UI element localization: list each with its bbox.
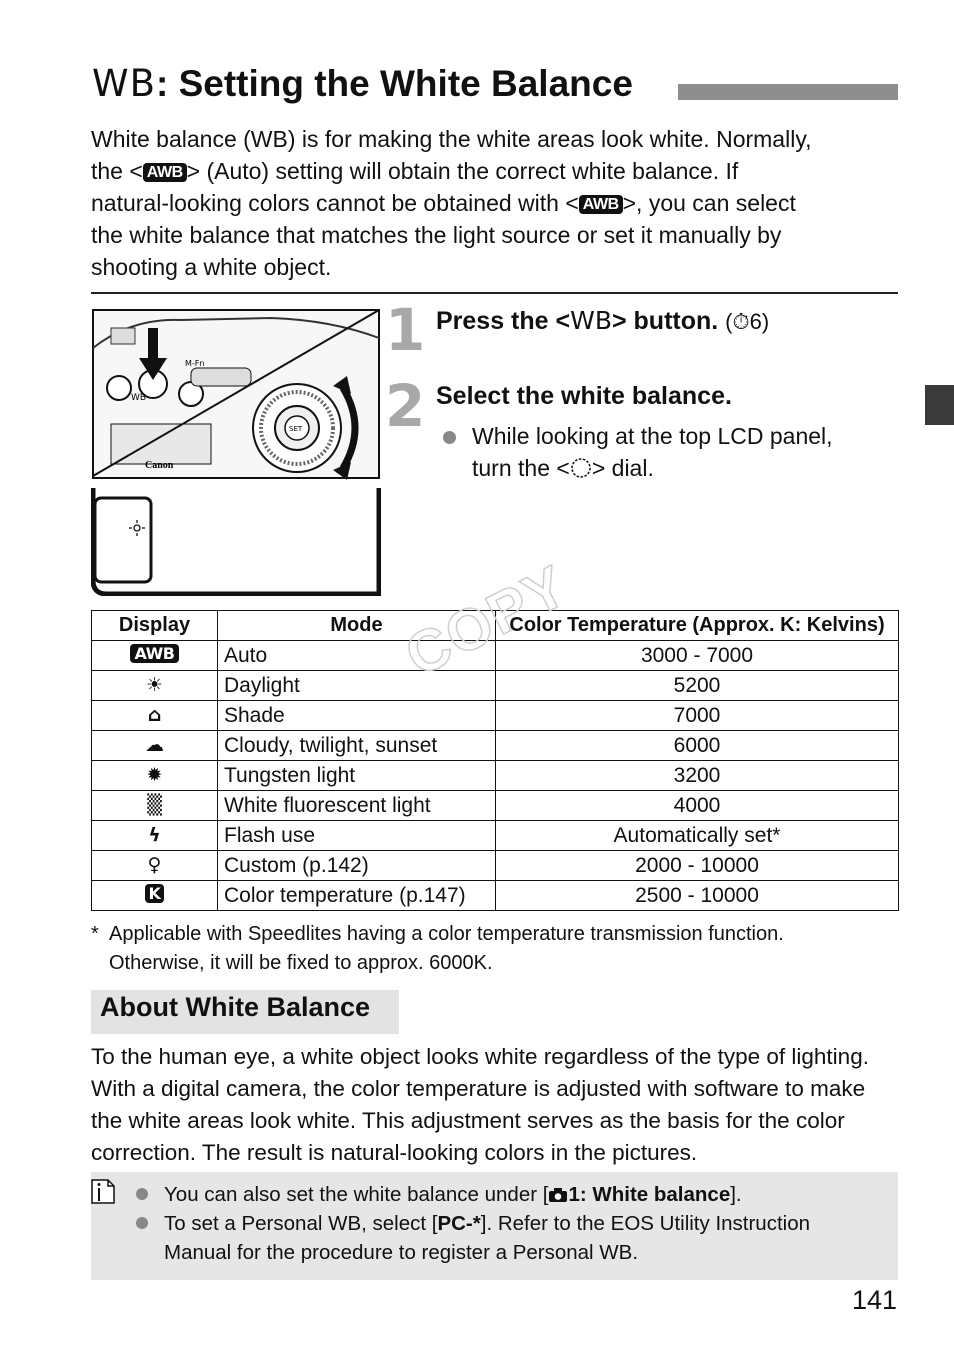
intro-line: shooting a white object.	[91, 254, 332, 280]
chapter-tab-marker	[925, 385, 954, 425]
table-footnote	[91, 920, 891, 978]
awb-icon: AWB	[130, 644, 178, 663]
temp-cell: 2000 - 10000	[496, 851, 899, 881]
kelvin-badge: K	[145, 884, 165, 903]
table-row	[92, 671, 899, 701]
tungsten-icon: ✹	[92, 761, 218, 791]
section-divider	[91, 292, 898, 294]
copy-watermark: COPY	[395, 552, 579, 689]
note-text: You can also set the white balance under [	[164, 1183, 549, 1206]
mode-cell: Cloudy, twilight, sunset	[218, 731, 496, 761]
about-paragraph	[91, 1041, 901, 1169]
note-menu-name: 1: White balance	[568, 1183, 731, 1206]
white-balance-table	[91, 610, 899, 911]
camera-brand: Canon	[145, 460, 174, 471]
shade-icon: ⌂	[92, 701, 218, 731]
step-2-instruction	[472, 420, 882, 484]
mode-cell: Daylight	[218, 671, 496, 701]
footnote-line: Applicable with Speedlites having a color temperature transmission function.	[109, 923, 784, 945]
camera-mfn-label: M-Fn	[185, 359, 205, 368]
notes-list	[136, 1180, 896, 1267]
temp-cell: 3200	[496, 761, 899, 791]
daylight-icon: ☀	[92, 671, 218, 701]
mode-cell: Shade	[218, 701, 496, 731]
table-row	[92, 791, 899, 821]
page-title	[92, 62, 633, 105]
color-temp-icon	[92, 881, 218, 911]
col-header-display: Display	[92, 611, 218, 641]
page-number: 141	[852, 1285, 898, 1315]
intro-text: > (Auto) setting will obtain the correct white balance. If	[186, 158, 739, 184]
temp-cell: 6000	[496, 731, 899, 761]
step-1-title	[436, 306, 769, 336]
table-row	[92, 821, 899, 851]
step-1-text: > button.	[611, 307, 719, 335]
wb-icon: WB	[570, 306, 612, 335]
table-row	[92, 851, 899, 881]
about-line: With a digital camera, the color temperature is adjusted with software to make	[91, 1076, 866, 1101]
about-line: To the human eye, a white object looks white regardless of the type of lighting.	[91, 1044, 869, 1069]
step-2-text: While looking at the top LCD panel,	[472, 423, 833, 449]
table-row	[92, 881, 899, 911]
note-setting-name: PC-*	[437, 1212, 481, 1235]
intro-paragraph	[91, 123, 901, 283]
awb-icon: AWB	[579, 195, 623, 214]
mode-cell: Tungsten light	[218, 761, 496, 791]
awb-icon: AWB	[143, 163, 187, 182]
title-rule-bar	[678, 84, 898, 100]
step-2-number: 2	[385, 372, 424, 440]
memo-icon	[89, 1177, 119, 1205]
step-2-title: Select the white balance.	[436, 382, 732, 410]
step-2-text	[472, 452, 882, 484]
camera-set-label: SET	[289, 425, 303, 433]
mode-cell: Custom (p.142)	[218, 851, 496, 881]
display-cell	[92, 641, 218, 671]
note-text: Manual for the procedure to register a Personal WB.	[164, 1241, 639, 1264]
camera-menu-icon	[548, 1187, 568, 1203]
intro-text: the <	[91, 158, 143, 184]
note-text: ].	[730, 1183, 742, 1206]
mode-cell: Color temperature (p.147)	[218, 881, 496, 911]
note-text: To set a Personal WB, select [	[164, 1212, 438, 1235]
custom-wb-icon: ♀	[92, 851, 218, 881]
table-row	[92, 761, 899, 791]
intro-text: natural-looking colors cannot be obtained with <	[91, 190, 579, 216]
camera-wb-label: WB	[131, 393, 147, 403]
intro-line	[91, 155, 901, 187]
about-line: correction. The result is natural-looking colors in the pictures.	[91, 1140, 698, 1165]
fluorescent-icon: ▒	[92, 791, 218, 821]
about-line: the white areas look white. This adjustment serves as the basis for the color	[91, 1108, 845, 1133]
intro-text: >, you can select	[622, 190, 796, 216]
step-1-text: Press the <	[436, 307, 571, 335]
bullet-icon	[136, 1188, 148, 1200]
wb-icon: WB	[92, 62, 156, 105]
cloudy-icon: ☁	[92, 731, 218, 761]
camera-illustration	[91, 308, 381, 596]
temp-cell: 7000	[496, 701, 899, 731]
step-1-page-ref: (⏱6)	[725, 309, 770, 334]
about-heading: About White Balance	[100, 992, 371, 1022]
bullet-icon	[136, 1217, 148, 1229]
temp-cell: 5200	[496, 671, 899, 701]
note-item	[136, 1180, 896, 1209]
bullet-icon	[443, 431, 456, 444]
col-header-color-temp: Color Temperature (Approx. K: Kelvins)	[496, 611, 899, 641]
table-row	[92, 731, 899, 761]
step-1-number: 1	[385, 296, 424, 364]
intro-line: the white balance that matches the light source or set it manually by	[91, 222, 782, 248]
step-2-text-part: turn the <	[472, 455, 570, 481]
mode-cell: Flash use	[218, 821, 496, 851]
page-title-text: : Setting the White Balance	[155, 63, 633, 104]
intro-line: White balance (WB) is for making the white areas look white. Normally,	[91, 126, 812, 152]
mode-cell: Auto	[218, 641, 496, 671]
temp-cell: 2500 - 10000	[496, 881, 899, 911]
note-item	[136, 1209, 896, 1267]
temp-cell: Automatically set*	[496, 821, 899, 851]
step-2-text-part: > dial.	[591, 455, 654, 481]
temp-cell: 3000 - 7000	[496, 641, 899, 671]
mode-cell: White fluorescent light	[218, 791, 496, 821]
table-row	[92, 701, 899, 731]
intro-line	[91, 187, 901, 219]
note-text: ]. Refer to the EOS Utility Instruction	[480, 1212, 811, 1235]
temp-cell: 4000	[496, 791, 899, 821]
col-header-mode: Mode	[218, 611, 496, 641]
flash-icon: ϟ	[92, 821, 218, 851]
footnote-line: Otherwise, it will be fixed to approx. 6000K.	[109, 952, 493, 974]
main-dial-icon	[570, 457, 592, 479]
footnote-marker: *	[91, 923, 99, 945]
